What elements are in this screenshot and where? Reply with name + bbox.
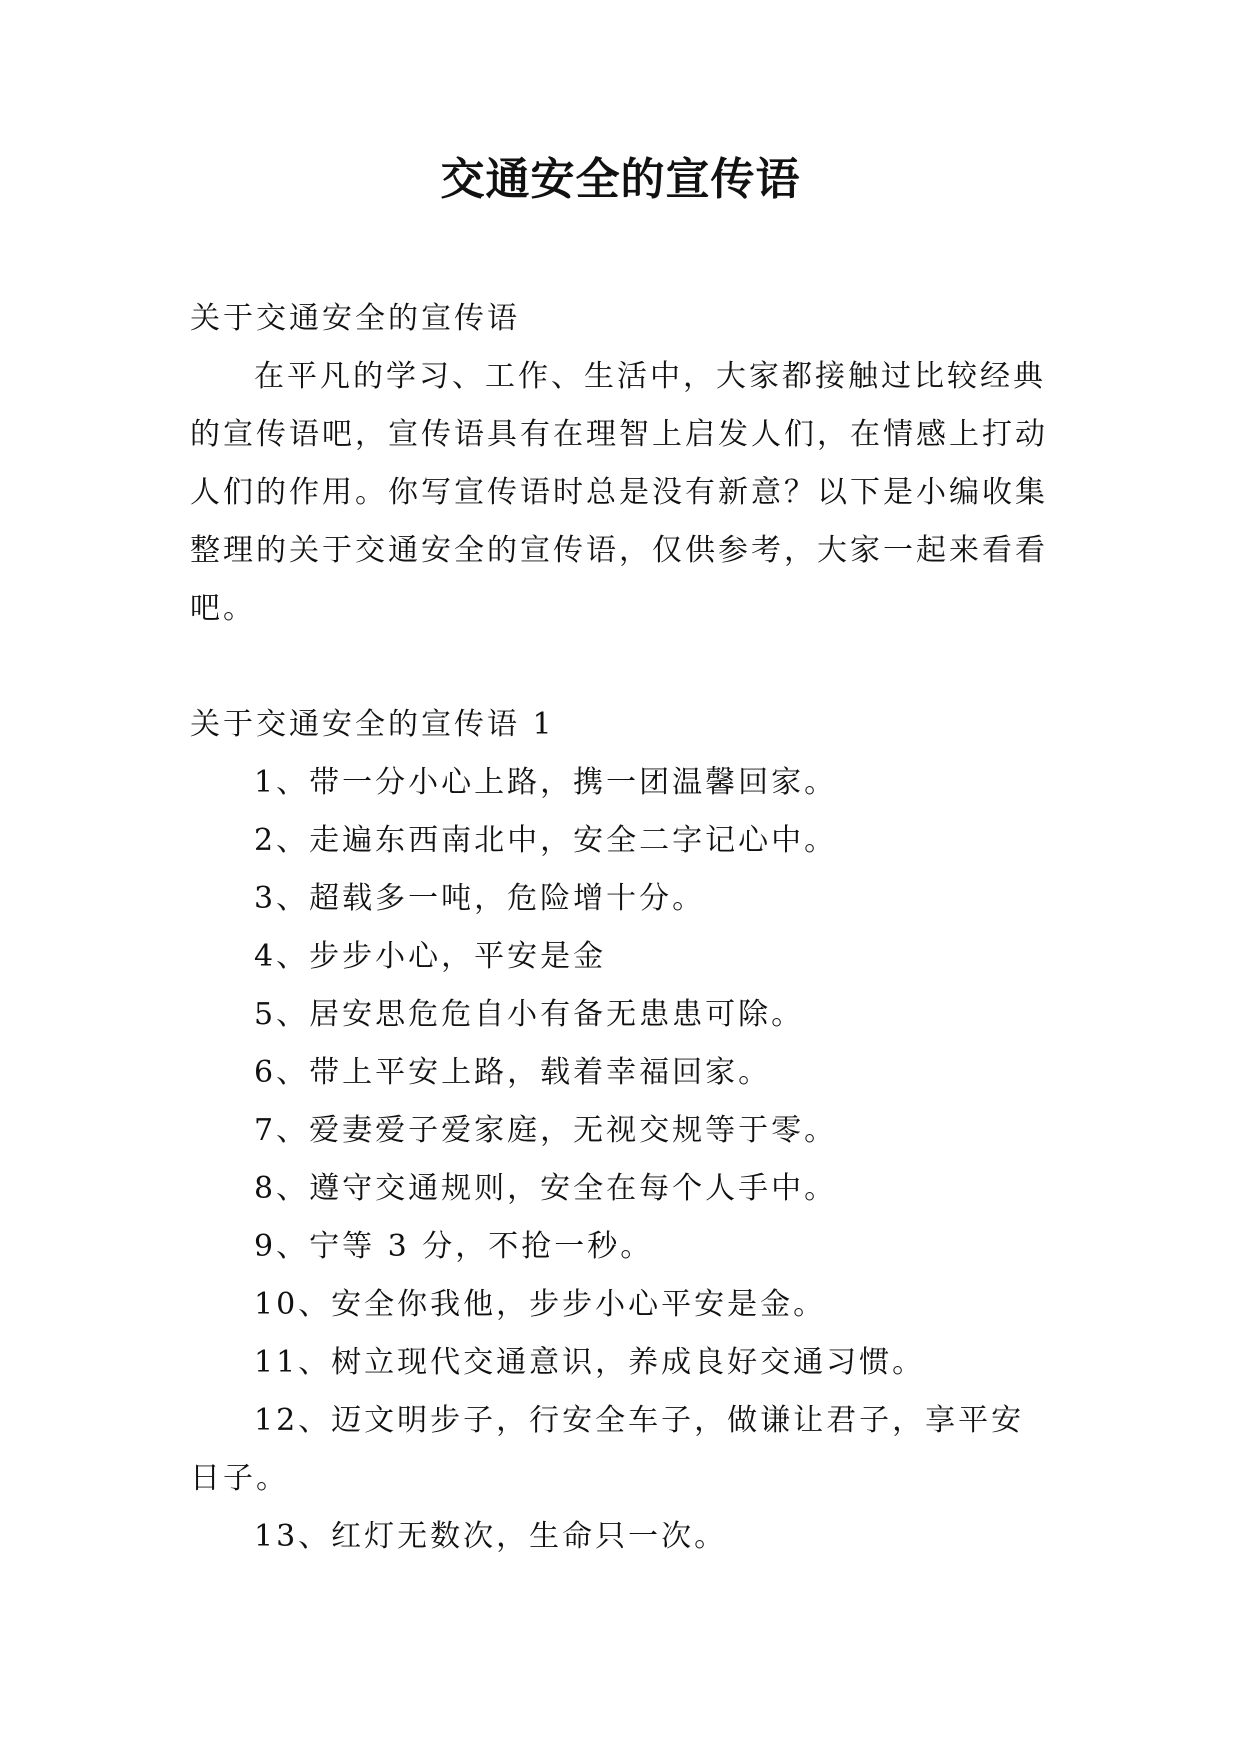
slogan-item: 1、带一分小心上路，携一团温馨回家。 — [254, 765, 838, 800]
document-title: 交通安全的宣传语 — [440, 154, 801, 205]
slogan-item: 9、宁等 3 分，不抢一秒。 — [254, 1229, 654, 1264]
slogan-item: 4、步步小心，平安是金 — [254, 939, 607, 974]
slogan-item: 7、爱妻爱子爱家庭，无视交规等于零。 — [254, 1113, 838, 1148]
slogan-item: 11、树立现代交通意识，养成良好交通习惯。 — [254, 1345, 926, 1380]
section-heading: 关于交通安全的宣传语 1 — [190, 707, 555, 742]
document-body — [190, 290, 1056, 1566]
document-heading: 关于交通安全的宣传语 — [190, 301, 520, 336]
slogan-item: 6、带上平安上路，载着幸福回家。 — [254, 1055, 772, 1090]
slogan-item: 8、遵守交通规则，安全在每个人手中。 — [254, 1171, 838, 1206]
slogan-item: 10、安全你我他，步步小心平安是金。 — [254, 1287, 827, 1322]
slogan-item: 13、红灯无数次，生命只一次。 — [254, 1519, 728, 1554]
slogan-item: 3、超载多一吨，危险增十分。 — [254, 881, 706, 916]
slogan-item: 5、居安思危危自小有备无患患可除。 — [254, 997, 805, 1032]
paragraph-gap — [190, 638, 1056, 696]
slogan-item: 2、走遍东西南北中，安全二字记心中。 — [254, 823, 838, 858]
slogan-item: 12、迈文明步子，行安全车子，做谦让君子，享平安日子。 — [190, 1403, 1025, 1496]
intro-paragraph: 在平凡的学习、工作、生活中，大家都接触过比较经典的宣传语吧，宣传语具有在理智上启发人们，在情感上打动人们的作用。你写宣传语时总是没有新意？以下是小编收集整理的关于交通安全的宣传语，仅供参考，大家一起来看看吧。 — [190, 359, 1048, 626]
